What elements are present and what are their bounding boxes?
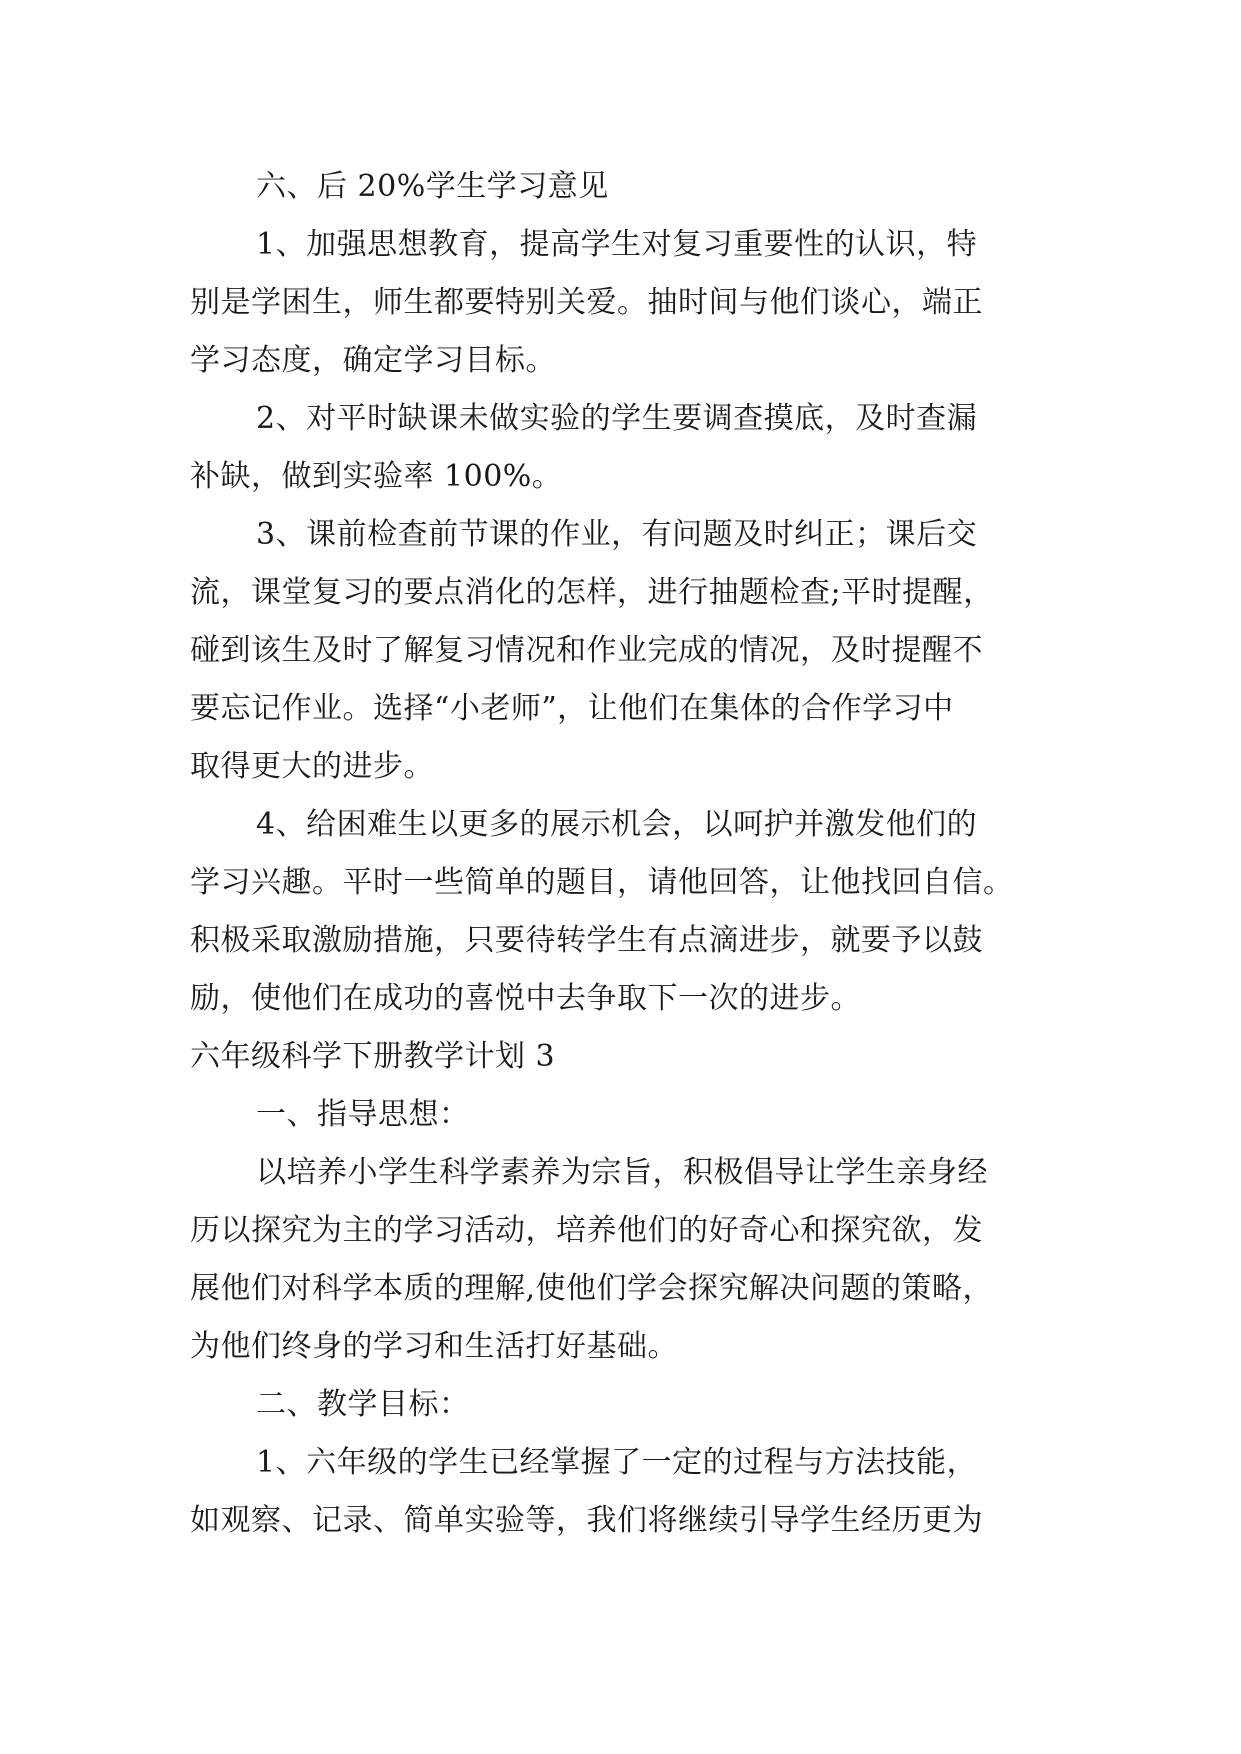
paragraph-line: 碰到该生及时了解复习情况和作业完成的情况，及时提醒不: [190, 633, 983, 668]
paragraph-line: [190, 216, 1052, 274]
paragraph-line: 以培养小学生科学素养为宗旨，积极倡导让学生亲身经: [256, 1155, 988, 1190]
paragraph-line: 2、对平时缺课未做实验的学生要调查摸底，及时查漏: [256, 401, 978, 436]
paragraph-line: 学习态度，确定学习目标。: [190, 343, 556, 378]
paragraph-text: 1、加强思想教育，提高学生对复习重要性的认识，特: [256, 227, 978, 262]
paragraph-line: 学习兴趣。平时一些简单的题目，请他回答，让他找回自信。: [190, 865, 1014, 900]
paragraph-text: 别是学困生，师生都要特别关爱。抽时间与他们谈心，端正: [190, 285, 983, 320]
section-heading: 二、教学目标：: [256, 1387, 470, 1422]
paragraph-line: 补缺，做到实验率 100%。: [190, 459, 563, 494]
paragraph-line: 展他们对科学本质的理解,使他们学会探究解决问题的策略，: [190, 1271, 994, 1306]
paragraph-line: 积极采取激励措施，只要待转学生有点滴进步，就要予以鼓: [190, 923, 983, 958]
paragraph-line: 3、课前检查前节课的作业，有问题及时纠正；课后交: [256, 517, 978, 552]
paragraph-line: 流，课堂复习的要点消化的怎样，进行抽题检查;平时提醒，: [190, 575, 994, 610]
paragraph-line: 如观察、记录、简单实验等，我们将继续引导学生经历更为: [190, 1503, 983, 1538]
paragraph-line: 历以探究为主的学习活动，培养他们的好奇心和探究欲，发: [190, 1213, 983, 1248]
document-page: [190, 158, 1052, 1550]
paragraph-line: [190, 274, 1052, 332]
section-heading: 六、后 20%学生学习意见: [256, 169, 609, 204]
paragraph-line: 4、给困难生以更多的展示机会，以呵护并激发他们的: [256, 807, 978, 842]
document-title: 六年级科学下册教学计划 3: [190, 1039, 556, 1074]
paragraph-line: 1、六年级的学生已经掌握了一定的过程与方法技能，: [256, 1445, 978, 1480]
paragraph-line: 为他们终身的学习和生活打好基础。: [190, 1329, 678, 1364]
paragraph-line: 励，使他们在成功的喜悦中去争取下一次的进步。: [190, 981, 861, 1016]
paragraph-line: 要忘记作业。选择“小老师”，让他们在集体的合作学习中: [190, 691, 954, 726]
paragraph-line: 取得更大的进步。: [190, 749, 434, 784]
section-heading: 一、指导思想：: [256, 1097, 470, 1132]
